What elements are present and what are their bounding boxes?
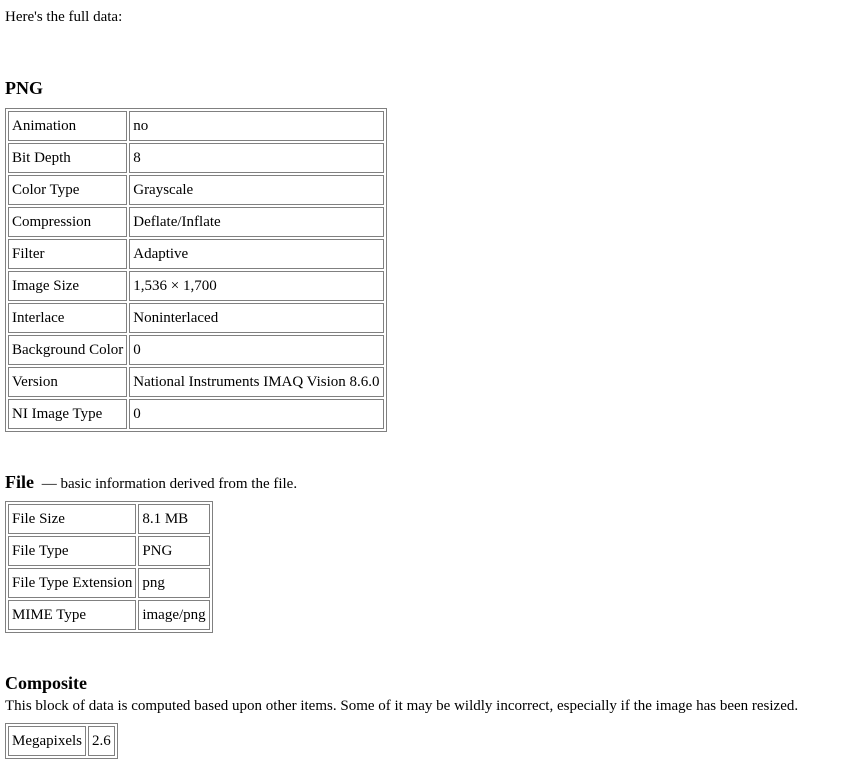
file-row-label: MIME Type <box>8 600 136 630</box>
file-row-value: png <box>138 568 209 598</box>
png-section-title: PNG <box>5 78 43 98</box>
file-section-description: basic information derived from the file. <box>60 475 298 492</box>
file-row-value: PNG <box>138 536 209 566</box>
png-table <box>5 108 387 432</box>
png-row-value: 0 <box>129 335 383 365</box>
composite-section-title: Composite <box>5 673 87 694</box>
png-row-label: Interlace <box>8 303 127 333</box>
png-row-value: no <box>129 111 383 141</box>
file-row-value: 8.1 MB <box>138 504 209 534</box>
file-row-value: image/png <box>138 600 209 630</box>
png-row-value: National Instruments IMAQ Vision 8.6.0 <box>129 367 383 397</box>
file-table <box>5 501 213 633</box>
png-row <box>8 175 384 205</box>
png-row-label: Compression <box>8 207 127 237</box>
composite-section-description: This block of data is computed based upon other items. Some of it may be wildly incorrect, especially if the image has been resized. <box>5 697 799 714</box>
png-row-label: Background Color <box>8 335 127 365</box>
png-row-value: Adaptive <box>129 239 383 269</box>
png-row <box>8 207 384 237</box>
png-row <box>8 303 384 333</box>
png-row-label: Version <box>8 367 127 397</box>
png-row-label: Color Type <box>8 175 127 205</box>
png-row <box>8 271 384 301</box>
png-row-value: Noninterlaced <box>129 303 383 333</box>
file-row-label: File Type Extension <box>8 568 136 598</box>
png-row-label: Animation <box>8 111 127 141</box>
png-row <box>8 111 384 141</box>
png-row <box>8 335 384 365</box>
composite-row-value: 2.6 <box>88 726 115 756</box>
file-row <box>8 600 210 630</box>
file-section-title: File <box>5 471 34 492</box>
png-row-label: Filter <box>8 239 127 269</box>
png-row-value: Grayscale <box>129 175 383 205</box>
png-row-label: NI Image Type <box>8 399 127 429</box>
png-section <box>5 78 857 432</box>
file-row-label: File Type <box>8 536 136 566</box>
png-row-value: 1,536 × 1,700 <box>129 271 383 301</box>
png-row-label: Image Size <box>8 271 127 301</box>
png-row <box>8 367 384 397</box>
png-row <box>8 399 384 429</box>
composite-table <box>5 723 118 759</box>
file-row <box>8 504 210 534</box>
png-row-value: 0 <box>129 399 383 429</box>
file-section-dash: — <box>41 475 57 492</box>
intro-text: Here's the full data: <box>5 9 123 25</box>
file-row-label: File Size <box>8 504 136 534</box>
file-section-header <box>5 472 857 494</box>
file-row <box>8 568 210 598</box>
png-row-value: 8 <box>129 143 383 173</box>
file-section <box>5 472 857 634</box>
composite-row-label: Megapixels <box>8 726 86 756</box>
png-row <box>8 143 384 173</box>
png-row-value: Deflate/Inflate <box>129 207 383 237</box>
png-row-label: Bit Depth <box>8 143 127 173</box>
file-row <box>8 536 210 566</box>
composite-section <box>5 673 857 759</box>
composite-row <box>8 726 115 756</box>
png-row <box>8 239 384 269</box>
